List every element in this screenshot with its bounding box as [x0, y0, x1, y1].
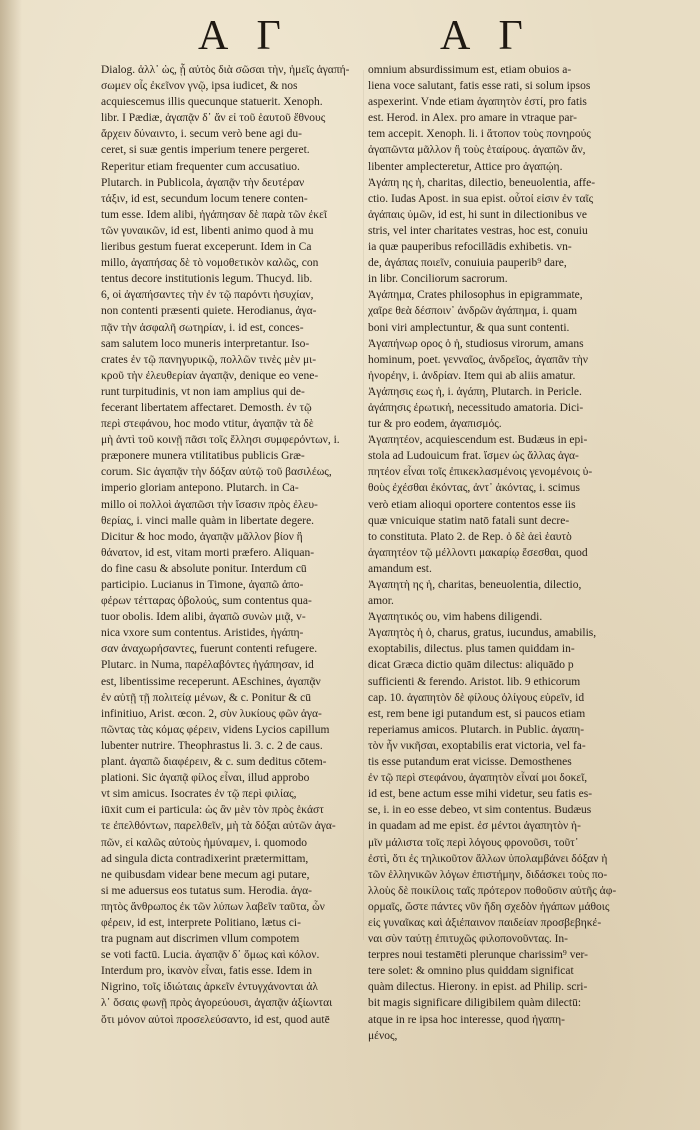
text-line: se voti factū. Lucia. ἀγαπᾷν δ᾽ ὅμως καὶ κόλον. [101, 949, 320, 962]
text-line: aspexerint. Vnde etiam ἀγαπητὸν ἐστί, pro fatis [368, 96, 587, 109]
text-line: πῶντας τὰς κόμας φέρειν, videns Lycios capillum [101, 723, 330, 736]
text-line: plationi. Sic ἀγαπᾷ φίλος εἶναι, illud approbo [101, 772, 310, 785]
text-line: tur & pro eodem, ἀγαπισμός. [368, 418, 502, 431]
text-line: millo, ἀγαπήσας δὲ τὸ νομοθετικὸν καλῶς, con [101, 257, 319, 270]
text-line: φέρειν, id est, interprete Politiano, lætus ci- [101, 916, 301, 929]
text-line: μῖν μάλιστα τοῖς περὶ λόγους φρονοῦσι, τοῦτ᾽ [368, 836, 579, 849]
text-line: tuor obolis. Idem alibi, ἀγαπῶ συνὼν μιᾷ, v- [101, 611, 306, 624]
text-line: stris, vel inter charitates vestras, hoc est, conuiu [368, 224, 588, 237]
text-line: ἠνορέην, i. ἀνδρίαν. Item qui ab aliis amatur. [368, 369, 576, 382]
text-line: infinitiuo, Arist. œcon. 2, σὺν λυκίους φῶν ἀγα- [101, 707, 322, 720]
text-line: dicat Græca dictio quām dilectus: aliquādo p [368, 659, 574, 672]
text-line: stola ad Ludouicum frat. ἴσμεν ὡς ἄλλας ἀγα- [368, 450, 579, 463]
text-line: imperio gloriam antepono. Plutarch. in Ca- [101, 482, 299, 495]
text-line: ἄρχειν δύναιντο, i. secum verò bene agi du- [101, 128, 302, 141]
text-line: tere solet: & omnino plus quiddam significat [368, 965, 574, 978]
text-line: λ᾽ ὅσαις φωνῇ πρὸς ἀγορεύουσι, ἀγαπᾷν ἀξίωνται [101, 997, 333, 1010]
text-line: libenter amplecteretur, Attice pro ἀγαπῴη. [368, 160, 563, 173]
text-line: ἐν αὐτῇ τῇ πολιτείᾳ μένων, & c. Ponitur & cū [101, 691, 311, 704]
text-line: Dialog. ἀλλ᾽ ὡς, ᾗ αὐτὸς διὰ σῶσαι τὴν, ἡμεῖς ἀγαπή- [101, 64, 350, 76]
text-line: Plutarch. in Publicola, ἀγαπᾷν τὴν δευτέραν [101, 176, 305, 189]
text-line: Reperitur etiam frequenter cum accusatiuo. [101, 160, 300, 173]
text-line: præponere munera vtilitatibus publicis Græ- [101, 450, 305, 463]
text-line: bit magis significare diligibilem quàm dilectū: [368, 997, 582, 1010]
text-line: Ἀγάπημα, Crates philosophus in epigrammate, [368, 289, 583, 302]
text-line: in libr. Conciliorum sacrorum. [368, 273, 508, 286]
text-line: ἀγάπησις ἐρωτική, necessitudo amatoria. Dici- [368, 401, 584, 414]
text-line: amor. [368, 595, 394, 608]
text-line: ὅτι μόνον αὐτοὶ προσελεύσαντο, id est, quod autē [101, 1013, 330, 1026]
text-line: fecerant libertatem affectaret. Demosth. ἐν τῷ [101, 401, 312, 414]
text-line: ἀγαπητέον τῷ μέλλοντι μακαρίῳ ἔσεσθαι, quod [368, 546, 588, 559]
text-line: de, ἀγάπας ποιεῖν, conuiuia pauperib⁹ dare, [368, 257, 567, 270]
text-line: nica vxore sum contentus. Aristides, ἠγάπη- [101, 627, 304, 640]
text-line: ναι σὺν ταύτῃ ἐπιτυχῶς φιλοπονοῦντας. In- [368, 933, 568, 946]
text-line: ἀγάπαις ὑμῶν, id est, hi sunt in dilectionibus ve [368, 208, 588, 221]
text-line: corum. Sic ἀγαπᾷν τὴν δόξαν αὐτῷ τοῦ βασιλέως, [101, 466, 332, 479]
text-line: amandum est. [368, 562, 432, 575]
text-line: tra pugnam aut discrimen vllum compotem [101, 933, 300, 946]
text-line: 6, οἱ ἀγαπήσαντες τὴν ἐν τῷ παρόντι ἡσυχίαν, [101, 289, 314, 302]
text-line: est. Herod. in Alex. pro amare in vtraque par- [368, 112, 577, 125]
text-line: θοὺς ἐχέσθαι ἐκόντας, ἀντ᾽ ἀκόντας, i. scimus [368, 482, 581, 495]
text-line: boni viri amplectuntur, & qua sunt contenti. [368, 321, 570, 334]
text-line: τὸν ἦν νικῆσαι, exoptabilis erat victoria, vel fa- [368, 739, 586, 752]
text-line: πητέον εἶναι τοῖς ἐπικεκλασμένοις γενομένοις ὑ- [368, 466, 593, 479]
text-line: atque in re ipsa hoc interesse, quod ἠγαπη- [368, 1013, 565, 1026]
text-line: est, rem bene igi putandum est, si paucos etiam [368, 707, 586, 720]
gutter-shadow [0, 0, 22, 1130]
text-line: reperiamus amicos. Plutarch. in Public. ἀγαπη- [368, 723, 585, 736]
text-line: πῶν, εἰ καλῶς αὐτοὺς ἠμύναμεν, i. quomodo [101, 836, 308, 849]
text-line: τε ἐπελθόντων, παρελθεῖν, μὴ τὰ δόξαι αὐτῶν ἀγα- [101, 820, 336, 833]
text-line: εἰς γυναῖκας καὶ ἀξιέπαινον παιδείαν προσβεβηκέ- [368, 916, 602, 929]
text-line: σωμεν οἷς ἐκεῖνον γνῷ, ipsa iudicet, & nos [101, 80, 298, 93]
text-line: tum esse. Idem alibi, ἠγάπησαν δὲ παρὰ τῶν ἐκεῖ [101, 208, 328, 221]
text-line: ἐν τῷ περὶ στεφάνου, ἀγαπητὸν εἶναί μοι δοκεῖ, [368, 772, 588, 785]
text-line: ctio. Iudas Apost. in sua epist. οὗτοί εἰσιν ἐν ταῖς [368, 192, 594, 205]
text-line: μένος, [368, 1029, 398, 1042]
text-line: Ἀγαπήνωρ ορος ὁ ἡ, studiosus virorum, amans [368, 337, 584, 350]
text-line: iūxit cum ei particula: ὡς ἂν μὲν τὸν πρὸς ἑκάστ [101, 804, 324, 817]
running-head-left: Α Γ [198, 13, 291, 59]
text-line: ad singula dicta contradixerint prætermittam, [101, 852, 309, 865]
text-line: πητὸς ἄνθρωπος ἐκ τῶν λύπων λαβεῖν ταῦτα, ὧν [101, 900, 325, 913]
text-line: si me aduersus eos tutatus sum. Herodia. ἀγα- [101, 884, 312, 897]
text-line: ceret, si suæ gentis imperium tenere pergeret. [101, 144, 310, 157]
text-line: quàm dilectus. Hierony. in epist. ad Philip. scri- [368, 981, 588, 994]
text-line: verò etiam alioqui oportere contentos esse iis [368, 498, 576, 511]
text-line: ορμαῖς, ὥστε πάντες νῦν ἤδη σχεδὸν ἠγάπων μάθοις [368, 900, 610, 913]
text-line: libr. I Pædiæ, ἀγαπᾷν δ᾽ ἄν εἰ τοῦ ἑαυτοῦ ἔθνους [101, 112, 326, 125]
text-line: σαν ἀναχωρήσαντες, fuerunt contenti refugere. [101, 643, 318, 656]
text-line: ia quæ pauperibus refocillādis exhibetis. vn- [368, 241, 572, 254]
text-line: est, libentissime receperunt. AEschines, ἀγαπᾷν [101, 675, 321, 688]
text-line: do fine casu & absolute ponitur. Interdum cū [101, 562, 307, 575]
text-line: Ἀγαπητὸς ἡ ὁ, charus, gratus, iucundus, amabilis, [368, 627, 597, 640]
text-line: tem accepit. Xenoph. li. i ἄτοπον τοὺς πονηρούς [368, 128, 591, 141]
text-line: Ἀγάπη ης ἡ, charitas, dilectio, beneuolentia, affe- [368, 176, 596, 189]
text-line: id est, bene actum esse mihi videtur, seu fatis es- [368, 788, 593, 801]
text-line: ne quibusdam videar bene mecum agi putare, [101, 868, 310, 881]
text-line: sufficienti & ferendo. Aristot. lib. 9 ethicorum [368, 675, 581, 688]
text-line: θάνατον, id est, vitam morti præfero. Aliquan- [101, 546, 315, 559]
text-line: Ἀγαπητέον, acquiescendum est. Budæus in epi- [368, 434, 588, 447]
text-line: κροῦ τὴν ἐλευθερίαν ἀγαπᾷν, denique eo vene- [101, 369, 319, 382]
text-line: plant. ἀγαπῶ διαφέρειν, & c. sum deditus cōtem- [101, 756, 327, 769]
text-line: φέρων τέτταρας ὀβολούς, sum contentus qua- [101, 595, 312, 608]
text-line: crates ἐν τῷ πανηγυρικῷ, πολλῶν τινὲς μὲν μι- [101, 353, 317, 366]
text-line: Ἀγαπητὴ ης ἡ, charitas, beneuolentia, dilectio, [368, 579, 582, 591]
running-head-right: Α Γ [440, 13, 533, 59]
text-line: λλοὺς δὲ ποικίλοις ταῖς πρότερον ποθοῦσιν αὐτῆς ἀφ- [368, 884, 617, 897]
text-line: runt turpitudinis, vt non iam amplius qui de- [101, 385, 305, 398]
text-line: lubenter nutrire. Theophrastus li. 3. c. 2 de caus. [101, 739, 323, 752]
text-line: Plutarc. in Numa, παρέλαβόντες ἠγάπησαν, id [101, 659, 314, 672]
text-line: πᾷν τὴν ἀσφαλῆ σωτηρίαν, i. id est, conces- [101, 321, 304, 334]
text-line: περὶ στεφάνου, hoc modo vtitur, ἀγαπᾷν τὰ δὲ [101, 418, 314, 431]
text-line: exoptabilis, dilectus. plus tamen quiddam in- [368, 643, 575, 656]
text-line: tentus decore institutionis legum. Thucyd. lib. [101, 273, 313, 286]
text-line: to constituta. Plato 2. de Rep. ὁ δὲ ἀεὶ ἑαυτὸ [368, 530, 572, 543]
text-line: Ἀγάπησις εως ἡ, i. ἀγάπη, Plutarch. in Pericle. [368, 385, 582, 398]
text-line: τῶν γυναικῶν, id est, libenti animo quod à mu [101, 224, 314, 237]
text-line: Nigrino, τοῖς ἰδιώταις ἀρκεῖν ἐντυγχάνονται ἀλ [101, 981, 318, 994]
text-line: θερίας, i. vinci malle quàm in libertate degere. [101, 514, 315, 527]
text-line: cap. 10. ἀγαπητὸν δὲ φίλους ὀλίγους εὑρεῖν, id [368, 691, 585, 704]
text-line: sam salutem loco muneris interpretantur. Iso- [101, 337, 310, 350]
text-line: lieribus gestum fuerat exceperunt. Idem in Ca [101, 241, 312, 254]
text-line: in quadam ad me epist. ἐσ μέντοι ἀγαπητὸν ἡ- [368, 820, 581, 833]
text-line: terpres noui testamēti plerunque charissim⁹ ver- [368, 949, 588, 962]
text-line: vt sim amicus. Isocrates ἐν τῷ περὶ φιλίας, [101, 788, 297, 801]
text-line: millo οἱ πολλοὶ ἀγαπῶσι τὴν ἴσασιν πρὸς ἐλευ- [101, 498, 318, 511]
text-line: liena voce salutant, fatis esse rati, si solum ipsos [368, 80, 591, 93]
text-line: τάξιν, id est, secundum locum tenere conten- [101, 192, 308, 205]
text-column-right [368, 62, 626, 1044]
text-line: non contenti præsenti quiete. Herodianus, ἀγα- [101, 305, 317, 318]
column-divider [363, 70, 364, 940]
text-line: μὴ ἀντὶ τοῦ κοινῇ πᾶσι τοῖς ἕλλησι συμφερόντων, i. [101, 434, 340, 447]
text-line: tis esse putandum erat vicisse. Demosthenes [368, 756, 572, 769]
text-line: omnium absurdissimum est, etiam obuios a- [368, 64, 572, 76]
text-line: χαῖρε θεὰ δέσποιν᾽ ἀνδρῶν ἀγάπημα, i. quam [368, 305, 578, 318]
text-line: Dicitur & hoc modo, ἀγαπᾷν μᾶλλον βίον ἢ [101, 530, 303, 543]
text-line: hominum, poet. γενναῖος, ἀνδρεῖος, ἀγαπᾶν τὴν [368, 353, 588, 366]
text-line: ἐστὶ, ὅτι ἐς τηλικοῦτον ἄλλων ὑπολαμβάνει δόξαν ἡ [368, 852, 608, 865]
text-line: Interdum pro, ἱκανὸν εἶναι, fatis esse. Idem in [101, 965, 312, 978]
text-line: quæ vnicuique statim natō fatali sunt decre- [368, 514, 570, 527]
text-line: ἀγαπῶντα μᾶλλον ἢ τοὺς ἑταίρους. ἀγαπῶν ἄν, [368, 144, 586, 157]
text-line: τῶν ἑλληνικῶν λόγων ἐπιστήμην, διδάσκει τοὺς πο- [368, 868, 608, 881]
text-line: acquiescemus illis quecunque statuerit. Xenoph. [101, 96, 323, 109]
text-line: se, i. in eo esse debeo, vt sim contentus. Budæus [368, 804, 592, 817]
text-line: Ἀγαπητικός ου, vim habens diligendi. [368, 611, 543, 624]
text-line: participio. Lucianus in Timone, ἀγαπῶ ἀπο- [101, 579, 304, 591]
text-column-left [101, 62, 363, 1028]
